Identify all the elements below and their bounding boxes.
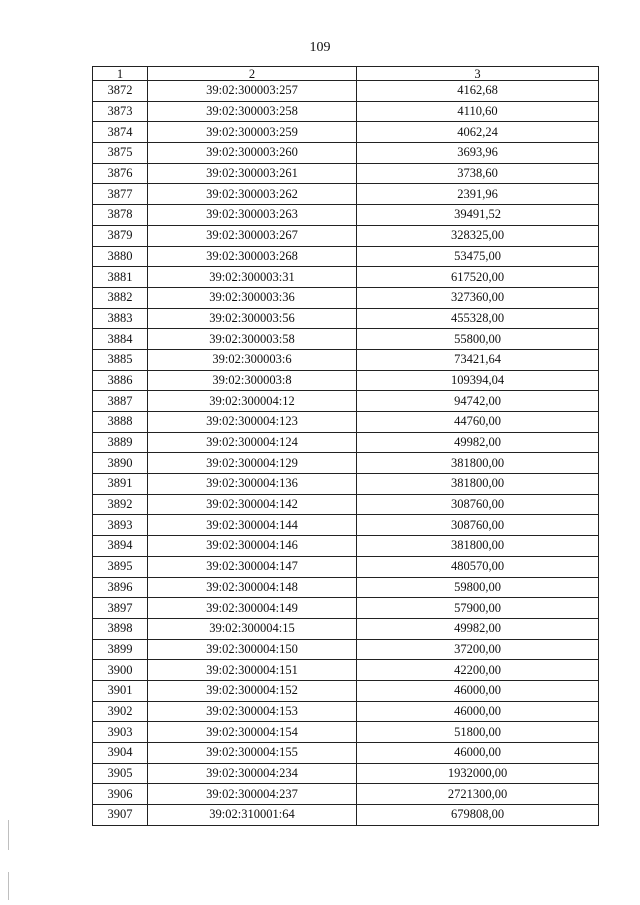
- table-row: [93, 370, 599, 391]
- row-number: 3874: [93, 122, 148, 143]
- cadastral-number: 39:02:310001:64: [148, 805, 357, 826]
- table-row: [93, 474, 599, 495]
- row-number: 3888: [93, 412, 148, 433]
- cadastral-value: 3693,96: [357, 143, 599, 164]
- cadastral-number: 39:02:300004:155: [148, 743, 357, 764]
- table-row: [93, 432, 599, 453]
- cadastral-number: 39:02:300004:153: [148, 701, 357, 722]
- table-row: [93, 205, 599, 226]
- cadastral-number: 39:02:300003:262: [148, 184, 357, 205]
- row-number: 3901: [93, 680, 148, 701]
- cadastral-value: 3738,60: [357, 163, 599, 184]
- table-row: [93, 515, 599, 536]
- row-number: 3897: [93, 598, 148, 619]
- cadastral-number: 39:02:300003:258: [148, 101, 357, 122]
- cadastral-value: 308760,00: [357, 494, 599, 515]
- column-header-3: 3: [357, 67, 599, 81]
- cadastral-value: 109394,04: [357, 370, 599, 391]
- cadastral-value: 42200,00: [357, 660, 599, 681]
- row-number: 3878: [93, 205, 148, 226]
- row-number: 3882: [93, 287, 148, 308]
- table-row: [93, 349, 599, 370]
- table-row: [93, 329, 599, 350]
- table-row: [93, 577, 599, 598]
- table-row: [93, 453, 599, 474]
- cadastral-number: 39:02:300004:148: [148, 577, 357, 598]
- table-row: [93, 639, 599, 660]
- cadastral-number: 39:02:300004:12: [148, 391, 357, 412]
- cadastral-value: 381800,00: [357, 474, 599, 495]
- cadastral-value-table: [92, 66, 599, 826]
- scan-edge-mark: [8, 820, 9, 850]
- cadastral-value: 73421,64: [357, 349, 599, 370]
- cadastral-number: 39:02:300003:8: [148, 370, 357, 391]
- cadastral-value: 46000,00: [357, 701, 599, 722]
- cadastral-number: 39:02:300004:150: [148, 639, 357, 660]
- cadastral-value: 308760,00: [357, 515, 599, 536]
- cadastral-number: 39:02:300003:263: [148, 205, 357, 226]
- cadastral-value: 55800,00: [357, 329, 599, 350]
- cadastral-number: 39:02:300004:123: [148, 412, 357, 433]
- cadastral-value: 381800,00: [357, 453, 599, 474]
- row-number: 3896: [93, 577, 148, 598]
- table-row: [93, 391, 599, 412]
- cadastral-number: 39:02:300004:124: [148, 432, 357, 453]
- cadastral-number: 39:02:300003:259: [148, 122, 357, 143]
- cadastral-number: 39:02:300004:151: [148, 660, 357, 681]
- table-row: [93, 225, 599, 246]
- column-header-1: 1: [93, 67, 148, 81]
- cadastral-number: 39:02:300004:146: [148, 536, 357, 557]
- cadastral-value: 49982,00: [357, 618, 599, 639]
- cadastral-number: 39:02:300004:136: [148, 474, 357, 495]
- cadastral-value: 327360,00: [357, 287, 599, 308]
- row-number: 3894: [93, 536, 148, 557]
- cadastral-number: 39:02:300003:267: [148, 225, 357, 246]
- table-row: [93, 143, 599, 164]
- cadastral-number: 39:02:300004:152: [148, 680, 357, 701]
- row-number: 3886: [93, 370, 148, 391]
- row-number: 3905: [93, 763, 148, 784]
- table-row: [93, 101, 599, 122]
- table-row: [93, 163, 599, 184]
- row-number: 3873: [93, 101, 148, 122]
- table-row: [93, 122, 599, 143]
- row-number: 3893: [93, 515, 148, 536]
- cadastral-number: 39:02:300004:149: [148, 598, 357, 619]
- cadastral-value: 57900,00: [357, 598, 599, 619]
- row-number: 3884: [93, 329, 148, 350]
- row-number: 3890: [93, 453, 148, 474]
- page-number: 109: [309, 40, 331, 55]
- row-number: 3885: [93, 349, 148, 370]
- row-number: 3895: [93, 556, 148, 577]
- table-row: [93, 267, 599, 288]
- cadastral-value: 46000,00: [357, 680, 599, 701]
- row-number: 3902: [93, 701, 148, 722]
- table-row: [93, 246, 599, 267]
- cadastral-number: 39:02:300003:268: [148, 246, 357, 267]
- cadastral-value: 37200,00: [357, 639, 599, 660]
- row-number: 3891: [93, 474, 148, 495]
- cadastral-number: 39:02:300004:129: [148, 453, 357, 474]
- table-row: [93, 494, 599, 515]
- cadastral-number: 39:02:300003:31: [148, 267, 357, 288]
- cadastral-value: 59800,00: [357, 577, 599, 598]
- table-row: [93, 722, 599, 743]
- table-row: [93, 660, 599, 681]
- cadastral-value: 4110,60: [357, 101, 599, 122]
- cadastral-number: 39:02:300004:142: [148, 494, 357, 515]
- row-number: 3899: [93, 639, 148, 660]
- cadastral-value: 2721300,00: [357, 784, 599, 805]
- cadastral-value: 480570,00: [357, 556, 599, 577]
- cadastral-value: 617520,00: [357, 267, 599, 288]
- cadastral-number: 39:02:300004:15: [148, 618, 357, 639]
- table-row: [93, 308, 599, 329]
- cadastral-value: 328325,00: [357, 225, 599, 246]
- table-row: [93, 81, 599, 102]
- row-number: 3907: [93, 805, 148, 826]
- cadastral-number: 39:02:300003:56: [148, 308, 357, 329]
- cadastral-number: 39:02:300003:261: [148, 163, 357, 184]
- cadastral-number: 39:02:300004:144: [148, 515, 357, 536]
- table-row: [93, 680, 599, 701]
- table-row: [93, 784, 599, 805]
- row-number: 3879: [93, 225, 148, 246]
- row-number: 3872: [93, 81, 148, 102]
- table-row: [93, 412, 599, 433]
- cadastral-value: 2391,96: [357, 184, 599, 205]
- row-number: 3877: [93, 184, 148, 205]
- column-header-2: 2: [148, 67, 357, 81]
- cadastral-value: 455328,00: [357, 308, 599, 329]
- cadastral-number: 39:02:300003:58: [148, 329, 357, 350]
- cadastral-number: 39:02:300004:154: [148, 722, 357, 743]
- cadastral-value: 49982,00: [357, 432, 599, 453]
- table-header-row: [93, 67, 599, 81]
- table-row: [93, 805, 599, 826]
- table-row: [93, 287, 599, 308]
- row-number: 3881: [93, 267, 148, 288]
- row-number: 3906: [93, 784, 148, 805]
- cadastral-number: 39:02:300004:147: [148, 556, 357, 577]
- table-row: [93, 184, 599, 205]
- row-number: 3898: [93, 618, 148, 639]
- scan-edge-mark: [8, 872, 9, 900]
- row-number: 3887: [93, 391, 148, 412]
- cadastral-number: 39:02:300004:237: [148, 784, 357, 805]
- cadastral-value: 679808,00: [357, 805, 599, 826]
- cadastral-number: 39:02:300004:234: [148, 763, 357, 784]
- cadastral-value: 53475,00: [357, 246, 599, 267]
- cadastral-value: 46000,00: [357, 743, 599, 764]
- cadastral-number: 39:02:300003:6: [148, 349, 357, 370]
- cadastral-value: 4162,68: [357, 81, 599, 102]
- row-number: 3875: [93, 143, 148, 164]
- cadastral-value: 381800,00: [357, 536, 599, 557]
- row-number: 3903: [93, 722, 148, 743]
- cadastral-number: 39:02:300003:36: [148, 287, 357, 308]
- table-row: [93, 536, 599, 557]
- cadastral-number: 39:02:300003:260: [148, 143, 357, 164]
- table-row: [93, 618, 599, 639]
- table-row: [93, 556, 599, 577]
- table-row: [93, 763, 599, 784]
- row-number: 3904: [93, 743, 148, 764]
- table-row: [93, 743, 599, 764]
- cadastral-value: 44760,00: [357, 412, 599, 433]
- cadastral-value: 51800,00: [357, 722, 599, 743]
- cadastral-value: 39491,52: [357, 205, 599, 226]
- cadastral-number: 39:02:300003:257: [148, 81, 357, 102]
- cadastral-value: 1932000,00: [357, 763, 599, 784]
- table-row: [93, 598, 599, 619]
- cadastral-value: 94742,00: [357, 391, 599, 412]
- table-row: [93, 701, 599, 722]
- table-body: [93, 81, 599, 826]
- row-number: 3880: [93, 246, 148, 267]
- row-number: 3876: [93, 163, 148, 184]
- row-number: 3889: [93, 432, 148, 453]
- row-number: 3900: [93, 660, 148, 681]
- row-number: 3883: [93, 308, 148, 329]
- cadastral-value: 4062,24: [357, 122, 599, 143]
- row-number: 3892: [93, 494, 148, 515]
